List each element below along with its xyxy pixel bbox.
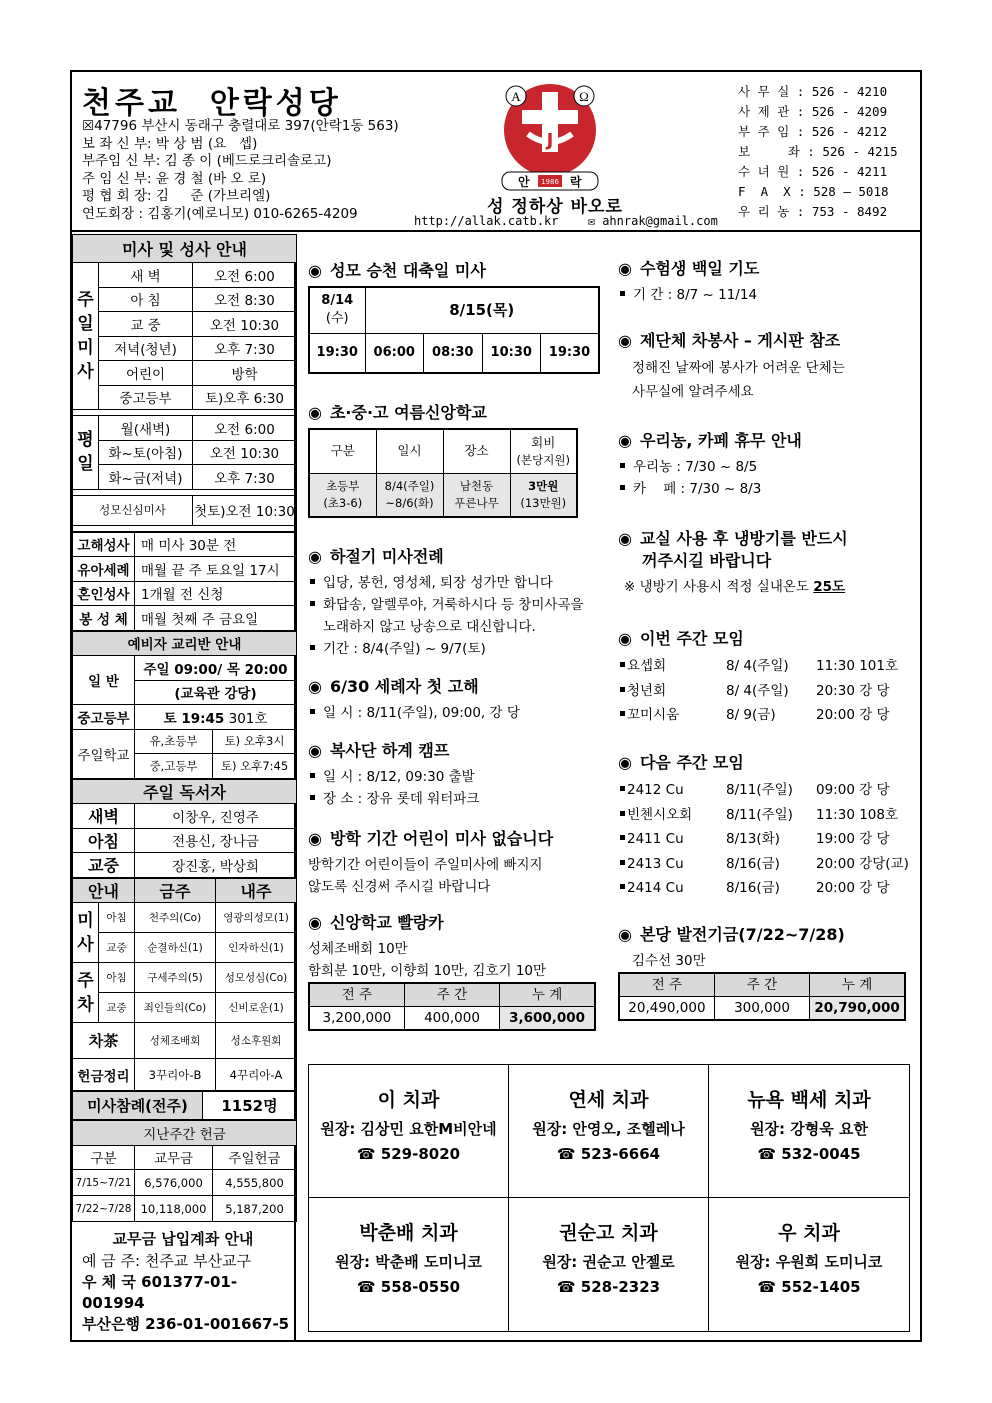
bullet-icon: ◉ [618,259,632,278]
weekday-name: 월(새벽) [99,416,193,441]
rc-col: 전 주 [309,983,404,1007]
fund-col: 전 주 [619,973,714,997]
meeting-place: 20:00 강 당 [816,880,890,896]
reader-mass: 새벽 [73,804,135,829]
next-week-section [618,752,918,901]
money-next: 4꾸리아-A [216,1059,297,1091]
assumption-time: 06:00 [365,333,424,373]
tea-next: 성소후원회 [216,1023,297,1059]
dentist-doctor: 원장: 김상민 요한M비안네 [320,1120,497,1138]
sacrament-name: 유아세례 [73,557,135,582]
sacrament-info: 매월 첫째 주 금요일 [135,606,297,631]
logo-omega: Ω [579,89,589,104]
dentist-card [309,1198,509,1331]
staff-2: 부주임 신 부: 김 종 이 (베드로크리솔로고) [82,153,332,169]
offering-sunday: 5,187,200 [213,1196,297,1222]
sunday-name: 어린이 [99,361,193,386]
general-time: 주일 09:00/ 목 20:00 [135,656,297,681]
logo-alpha: A [511,89,521,104]
dentist-phone: ☎ 523-6664 [556,1145,661,1163]
meeting-row [618,876,918,901]
volunteer-line: 사무실에 알려주세요 [632,384,754,400]
left-column [72,234,296,1342]
duty-mass: 교중 [99,993,135,1023]
header [72,72,920,232]
school-time: 토) 오후7:45 [213,754,297,779]
offering-col: 구분 [73,1145,135,1170]
bullet-icon: ◉ [308,677,322,696]
fund-col: 누 계 [810,973,905,997]
sunday-time: 오전 8:30 [193,287,297,312]
bullet-icon: ◉ [308,741,322,760]
reader-names: 장진홍, 박상희 [135,853,297,878]
attendance-value: 1152명 [203,1092,297,1120]
general-label: 일 반 [73,656,135,705]
fund-col: 주 간 [714,973,809,997]
account-heading: 교무금 납입계좌 안내 [112,1230,254,1248]
offering-col: 교무금 [135,1145,213,1170]
sacrament-info: 매월 끝 주 토요일 17시 [135,557,297,582]
money-label: 헌금정리 [73,1059,135,1091]
no-children-section [308,828,608,898]
dentist-phone: ☎ 552-1405 [757,1278,861,1296]
fund-week: 300,000 [714,997,809,1021]
ss-group: 초등부 [326,478,360,493]
phone-assistant: 보 좌 : 526 - 4215 [738,144,898,159]
money-this: 3꾸리아-B [135,1059,216,1091]
ss-support: (13만원) [520,495,567,510]
duty-col: 내주 [216,878,297,903]
account-lines [72,1251,294,1335]
meeting-place: 20:30 강 당 [816,682,890,699]
duty-mass: 교중 [99,933,135,963]
sunday-time: 오후 7:30 [193,336,297,361]
bullet-icon: ◉ [308,403,322,422]
assumption-day1: 8/14 [321,293,354,309]
weekday-name: 화~금(저녁) [99,465,193,490]
staff-3: 주 임 신 부: 윤 경 철 (바 오 로) [82,170,267,187]
homepage-link[interactable]: http://allak.catb.kr [414,214,559,228]
sunday-time: 방학 [193,361,297,386]
logo-left: 안 [518,175,530,189]
bullet-icon: ◉ [308,261,322,280]
altar-camp-title: 복사단 하계 캠프 [329,741,450,760]
fund-last: 20,490,000 [619,997,714,1021]
bullet-icon: ◉ [618,629,632,648]
phone-fax: F A X : 528 – 5018 [738,184,889,199]
assumption-table [308,286,600,374]
this-week-title: 이번 주간 모임 [639,629,744,648]
aircon-title: 교실 사용 후 냉방기를 반드시 [639,529,848,548]
svg-text:J: J [546,130,554,151]
dentist-name: 연세 치과 [568,1089,649,1111]
camp-date: 일 시 : 8/12, 09:30 출발 [323,769,475,785]
meeting-group: 꼬미시움 [627,707,680,723]
address-block [82,118,399,223]
dentist-doctor: 원장: 안영오, 조헬레나 [532,1120,685,1138]
phone-assoc: 부 주 임 : 526 - 4212 [738,124,888,139]
weekday-time: 오전 10:30 [193,440,297,465]
dentist-name: 권순고 치과 [559,1222,658,1244]
duty-col: 안내 [73,878,135,903]
reader-mass: 아침 [73,828,135,853]
logo-year: 1986 [541,178,559,186]
bullet-icon: ◉ [308,829,322,848]
meeting-group: 요셉회 [627,658,667,674]
heart-mass-time: 첫토)오전 10:30 [193,495,297,525]
no-children-line: 방학기간 어린이들이 주일미사에 빠지지 [308,857,543,873]
cafe-item: 우리농 : 7/30 ~ 8/5 [633,459,758,475]
meeting-date: 8/11(주일) [726,806,793,823]
general-place: (교육관 강당) [135,680,297,705]
phone-list [738,82,898,222]
patron-name: 성 정하상 바오로 [487,197,623,217]
sunday-time: 토)오후 6:30 [193,385,297,410]
aircon-title-cont: 꺼주시길 바랍니다 [642,551,772,570]
camp-place: 장 소 : 장유 롯데 워터파크 [323,791,480,807]
assumption-day2: 8/15(목) [365,287,599,333]
catechumen-table [72,631,297,779]
rc-col: 누 계 [500,983,595,1007]
dentist-ads [308,1064,910,1332]
duty-mass: 아침 [99,903,135,933]
liturgy-item: 화답송, 알렐루야, 거룩하시다 등 창미사곡을 [323,597,584,613]
sunday-name: 중고등부 [99,385,193,410]
red-card-table [308,982,596,1031]
dentist-doctor: 원장: 권순고 안젤로 [542,1253,675,1271]
meeting-row [618,679,918,704]
meeting-place: 19:00 강 당 [816,831,890,847]
meeting-place: 11:30 101호 [816,658,899,674]
offering-dues: 6,576,000 [135,1170,213,1196]
baptized-title: 6/30 세례자 첫 고해 [329,677,479,696]
assumption-time: 19:30 [541,333,600,373]
ss-col: 구분 [309,429,376,473]
sunday-name: 저녁(청년) [99,336,193,361]
parish-title: 천주교 안락성당 [82,86,342,121]
liturgy-item-cont: 노래하지 않고 낭송으로 대신합니다. [323,619,536,635]
ss-place-name: 푸른나무 [454,495,499,510]
duty-this: 천주의(Co) [135,903,216,933]
assumption-time: 08:30 [424,333,483,373]
cafe-item: 카 페 : 7/30 ~ 8/3 [633,481,762,497]
school-group: 중,고등부 [135,754,213,779]
duty-next: 성모성심(Co) [216,963,297,993]
meeting-place: 20:00 강당(교) [816,855,909,872]
cafe-title: 우리농, 카페 휴무 안내 [639,431,802,450]
attendance-label: 미사참례(전주) [73,1092,203,1120]
duty-this: 순결하신(1) [135,933,216,963]
mail-icon: ✉ [587,214,595,228]
assumption-time: 19:30 [309,333,365,373]
meeting-place: 20:00 강 당 [816,707,890,723]
meeting-row [618,852,918,877]
youth-time: 토 19:45 [163,710,225,727]
ss-col-sub: (본당지원) [516,452,570,467]
exam-section [618,258,918,306]
red-card-line: 함희분 10만, 이향희 10만, 김호기 10만 [308,963,547,979]
contact-links [414,214,718,228]
dentist-phone: ☎ 558-0550 [356,1278,461,1296]
volunteer-line: 정해진 날짜에 봉사가 어려운 단체는 [632,360,845,376]
meeting-group: 2413 Cu [627,855,684,872]
red-card-line: 성체조배회 10만 [308,941,408,957]
duty-col: 금주 [135,878,216,903]
duty-this: 구세주의(5) [135,963,216,993]
account-bank: 부산은행 236-01-001667-5 [82,1315,290,1333]
rc-last: 3,200,000 [309,1007,404,1031]
dentist-card [709,1065,909,1198]
sunday-label: 주 일 미 사 [73,263,99,410]
aircon-note: ※ 냉방기 사용시 적정 실내온도 [624,579,809,595]
meeting-group: 청년회 [627,682,667,699]
dentist-doctor: 원장: 강형욱 요한 [750,1120,868,1138]
baptized-date: 일 시 : 8/11(주일), 09:00, 강 당 [323,705,520,721]
rc-col: 주 간 [404,983,499,1007]
liturgy-item: 입당, 봉헌, 영성체, 퇴장 성가만 합니다 [323,575,553,591]
rc-total: 3,600,000 [500,1007,595,1031]
logo-right: 락 [570,175,582,189]
sacrament-name: 고해성사 [73,532,135,557]
weekday-label: 평 일 [73,416,99,490]
duty-next: 신비로운(1) [216,993,297,1023]
rc-week: 400,000 [404,1007,499,1031]
sunday-name: 새 벽 [99,263,193,288]
sacrament-name: 봉 성 체 [73,606,135,631]
meeting-group: 2411 Cu [627,831,684,847]
dentist-card [709,1198,909,1331]
meeting-row [618,703,918,728]
ss-grade: (초3-6) [323,495,363,510]
offering-table [72,1120,297,1222]
dentist-name: 박춘배 치과 [359,1222,458,1244]
email-link[interactable]: ahnrak@gmail.com [602,214,718,228]
readers-table [72,779,297,878]
phone-urinong: 우 리 농 : 753 - 8492 [738,204,888,219]
weekday-time: 오전 6:00 [193,416,297,441]
next-week-title: 다음 주간 모임 [639,753,744,772]
assumption-time: 10:30 [482,333,541,373]
offering-heading: 지난주간 헌금 [73,1121,297,1146]
youth-room: 301호 [228,710,268,727]
dentist-phone: ☎ 528-2323 [556,1278,661,1296]
volunteer-section [618,330,918,404]
school-time: 토) 오후3시 [213,729,297,754]
tea-this: 성체조배회 [135,1023,216,1059]
reader-names: 전용신, 장나금 [135,828,297,853]
fund-section [618,924,918,1021]
bullet-icon: ◉ [618,431,632,450]
offering-dues: 10,118,000 [135,1196,213,1222]
meeting-place: 09:00 강 당 [816,782,890,798]
sunday-time: 오전 6:00 [193,263,297,288]
school-label: 주일학교 [73,729,135,778]
catechumen-heading: 예비자 교리반 안내 [73,631,297,656]
sacrament-table [72,532,297,631]
ss-fee: 3만원 [528,478,559,493]
liturgy-period: 기간 : 8/4(주일) ~ 9/7(토) [323,641,486,657]
dentist-phone: ☎ 529-8020 [356,1145,461,1163]
dentist-card [509,1198,709,1331]
duty-parking-label: 주 차 [73,963,99,1023]
meeting-date: 8/16(금) [726,880,780,896]
bullet-icon: ◉ [618,529,632,548]
meeting-group: 2414 Cu [627,880,684,896]
exam-period: 기 간 : 8/7 ~ 11/14 [633,287,758,303]
duty-this: 죄인들의(Co) [135,993,216,1023]
red-card-title: 신앙학교 빨랑카 [329,913,444,932]
dentist-card [309,1065,509,1198]
bullet-icon: ◉ [308,913,322,932]
attendance-table [72,1091,297,1120]
meeting-group: 빈첸시오회 [627,806,693,823]
aircon-temp: 25도 [813,579,846,595]
meeting-date: 8/16(금) [726,855,780,872]
youth-label: 중고등부 [73,705,135,730]
assumption-day1-weekday: (수) [325,311,349,327]
summer-liturgy-title: 하절기 미사전례 [329,547,444,566]
sacrament-name: 혼인성사 [73,581,135,606]
bullet-icon: ◉ [618,753,632,772]
tea-label: 차茶 [73,1023,135,1059]
staff-4: 평 협 회 장: 김 준 (가브리엘) [82,188,271,204]
meeting-row [618,654,918,679]
staff-5: 연도회장 : 김홍기(예로니모) 010-6265-4209 [82,205,358,222]
meeting-date: 8/13(화) [726,831,780,847]
duty-table [72,878,297,1092]
duty-next: 인자하신(1) [216,933,297,963]
duty-next: 영광의성모(1) [216,903,297,933]
dentist-doctor: 원장: 우원희 도미니코 [735,1253,883,1271]
red-card-section [308,912,608,1031]
sacrament-info: 매 미사 30분 전 [135,532,297,557]
meeting-row [618,778,918,803]
offering-sunday: 4,555,800 [213,1170,297,1196]
staff-1: 보 좌 신 부: 박 상 범 (요 셉) [82,135,258,152]
sacrament-info: 1개월 전 신청 [135,581,297,606]
reader-mass: 교중 [73,853,135,878]
dentist-doctor: 원장: 박춘배 도미니코 [335,1253,482,1271]
meeting-date: 8/ 9(금) [726,707,776,723]
duty-mass: 아침 [99,963,135,993]
ss-place: 남천동 [459,478,494,493]
fund-title: 본당 발전기금(7/22~7/28) [639,925,845,944]
this-week-section [618,628,918,728]
meeting-date: 8/ 4(주일) [726,682,789,699]
dentist-name: 이 치과 [377,1089,440,1111]
dentist-name: 뉴욕 백세 치과 [747,1089,871,1111]
baptized-section [308,676,608,724]
offering-period: 7/15~7/21 [73,1170,135,1196]
summer-school-title: 초·중·고 여름신앙학교 [329,403,487,422]
offering-period: 7/22~7/28 [73,1196,135,1222]
bullet-icon: ◉ [308,547,322,566]
parish-logo-icon [498,80,602,194]
mass-schedule-table [72,234,297,532]
bullet-icon: ◉ [618,925,632,944]
ss-col: 장소 [443,429,510,473]
meeting-place: 11:30 108호 [816,806,899,823]
summer-school-section [308,402,604,518]
sunday-time: 오전 10:30 [193,312,297,337]
bullet-icon: ◉ [618,331,632,350]
summer-liturgy-section [308,546,618,660]
readers-heading: 주일 독서자 [73,779,297,804]
weekday-time: 오후 7:30 [193,465,297,490]
duty-mass-label: 미 사 [73,903,99,963]
phone-office: 사 무 실 : 526 - 4210 [738,84,888,99]
account-holder: 예 금 주: 천주교 부산교구 [82,1252,252,1270]
no-children-title: 방학 기간 어린이 미사 없습니다 [329,829,554,848]
fund-table [618,972,906,1021]
school-group: 유,초등부 [135,729,213,754]
cafe-section [618,430,918,500]
meeting-row [618,803,918,828]
meeting-row [618,827,918,852]
ss-date-end: ~8/6(화) [385,495,434,510]
sunday-name: 교 중 [99,312,193,337]
mass-heading: 미사 및 성사 안내 [73,235,297,263]
summer-school-table [308,428,578,518]
fund-total: 20,790,000 [810,997,905,1021]
ss-col: 일시 [376,429,443,473]
account-post: 우 체 국 601377-01-001994 [82,1273,238,1312]
meeting-date: 8/11(주일) [726,782,793,798]
meeting-date: 8/ 4(주일) [726,658,789,674]
altar-camp-section [308,740,608,810]
offering-col: 주일헌금 [213,1145,297,1170]
assumption-section [308,260,604,374]
ss-col: 회비 [531,434,556,450]
ss-date: 8/4(주일) [384,478,435,493]
dentist-name: 우 치과 [778,1222,840,1244]
reader-names: 이창우, 진영주 [135,804,297,829]
volunteer-title: 제단체 차봉사 – 게시판 참조 [639,331,841,350]
meeting-group: 2412 Cu [627,782,684,798]
bulletin-frame [70,70,922,1342]
dentist-card [509,1065,709,1198]
sunday-name: 아 침 [99,287,193,312]
assumption-title: 성모 승천 대축일 미사 [329,261,486,280]
aircon-section [618,528,918,598]
address: ☒47796 부산시 동래구 충렬대로 397(안락1동 563) [82,118,399,134]
exam-title: 수험생 백일 기도 [639,259,760,278]
phone-rectory: 사 제 관 : 526 - 4209 [738,104,888,119]
phone-convent: 수 녀 원 : 526 - 4211 [738,164,888,179]
no-children-line: 않도록 신경써 주시길 바랍니다 [308,879,491,895]
dentist-phone: ☎ 532-0045 [757,1145,861,1163]
weekday-name: 화~토(아침) [99,440,193,465]
fund-line: 김수선 30만 [632,953,706,969]
heart-mass-label: 성모신심미사 [73,495,193,525]
